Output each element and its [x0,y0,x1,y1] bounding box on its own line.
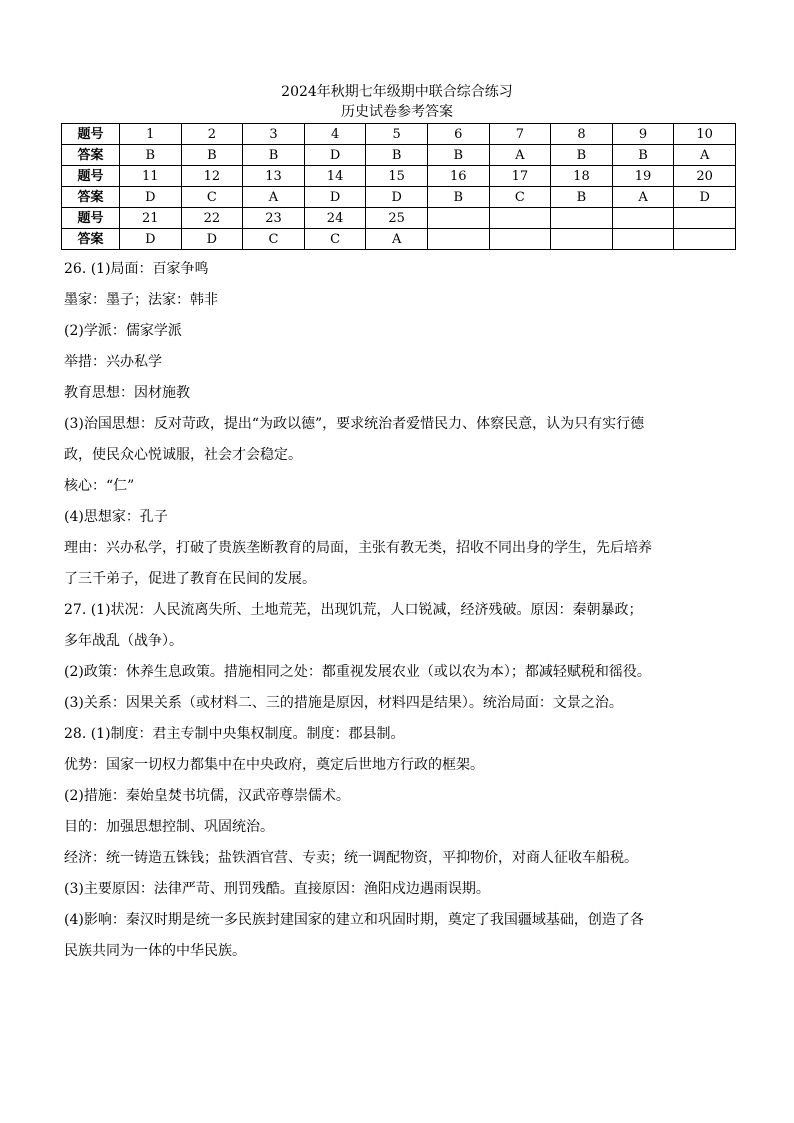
answer-letter-cell: B [427,187,489,208]
question-number-cell: 2 [181,124,243,145]
question-number-cell: 24 [304,208,366,229]
question-number-cell: 13 [243,166,305,187]
answer-letter-cell: B [366,145,428,166]
answer-line: (4)影响：秦汉时期是统一多民族封建国家的建立和巩固时期，奠定了我国疆域基础，创造了各 [64,912,644,928]
answer-letter-cell [551,229,613,250]
question-number-cell: 23 [243,208,305,229]
answer-line: 核心：“仁” [64,478,135,494]
answer-letter-cell: B [243,145,305,166]
question-number-cell: 12 [181,166,243,187]
answer-letter-cell [489,229,551,250]
answer-line: 28. (1)制度：君主专制中央集权制度。制度：郡县制。 [64,726,405,742]
row-label-question: 题号 [62,208,120,229]
answer-letter-cell: C [304,229,366,250]
question-number-cell: 6 [427,124,489,145]
row-label-answer: 答案 [62,229,120,250]
answer-line: 目的：加强思想控制、巩固统治。 [64,819,274,835]
question-number-cell [427,208,489,229]
answer-letter-cell: D [304,145,366,166]
question-number-cell: 15 [366,166,428,187]
answer-letter-cell: D [674,187,736,208]
question-number-cell: 4 [304,124,366,145]
question-number-cell: 3 [243,124,305,145]
answer-letter-cell: B [551,187,613,208]
answer-letter-cell: B [427,145,489,166]
row-label-question: 题号 [62,124,120,145]
question-number-cell: 5 [366,124,428,145]
question-number-cell: 20 [674,166,736,187]
question-number-cell: 8 [551,124,613,145]
answer-line: (2)措施：秦始皇焚书坑儒，汉武帝尊崇儒术。 [64,788,350,804]
answer-letter-cell: B [612,145,674,166]
question-number-cell: 9 [612,124,674,145]
question-number-cell: 19 [612,166,674,187]
question-number-cell: 10 [674,124,736,145]
row-label-question: 题号 [62,166,120,187]
answer-letter-cell: D [120,187,182,208]
answer-row [62,145,736,166]
question-number-cell: 21 [120,208,182,229]
answer-line: (3)关系：因果关系（或材料二、三的措施是原因，材料四是结果）。统治局面：文景之治。 [64,695,623,711]
answer-line: 举措：兴办私学 [64,354,162,370]
question-number-cell: 7 [489,124,551,145]
answer-letter-cell [427,229,489,250]
answer-letter-cell: B [551,145,613,166]
question-number-row [62,166,736,187]
document-title: 2024年秋期七年级期中联合综合练习 [281,84,513,100]
question-number-cell [489,208,551,229]
answer-letter-cell: B [120,145,182,166]
question-number-cell [551,208,613,229]
answer-letter-cell: C [243,229,305,250]
answer-letter-cell: D [181,229,243,250]
answer-letter-cell: D [120,229,182,250]
answer-letter-cell [674,229,736,250]
answer-line: 墨家：墨子；法家：韩非 [64,292,218,308]
answer-line: (3)主要原因：法律严苛、刑罚残酷。直接原因：渔阳戍边遇雨误期。 [64,881,490,897]
answer-line: 26. (1)局面：百家争鸣 [64,261,209,277]
answer-line: (2)政策：休养生息政策。措施相同之处：都重视发展农业（或以农为本）；都减轻赋税和徭役。 [64,664,651,680]
answer-line: 了三千弟子，促进了教育在民间的发展。 [64,571,316,587]
answer-letter-cell: A [674,145,736,166]
answer-letter-cell: A [612,187,674,208]
answer-line: 政，使民众心悦诚服，社会才会稳定。 [64,447,302,463]
answer-explanations [64,254,734,967]
row-label-answer: 答案 [62,187,120,208]
answer-line: (3)治国思想：反对苛政，提出“为政以德”，要求统治者爱惜民力、体察民意，认为只有实行德 [64,416,645,432]
question-number-cell: 16 [427,166,489,187]
answer-letter-cell: D [366,187,428,208]
question-number-cell: 22 [181,208,243,229]
answer-letter-cell: D [304,187,366,208]
row-label-answer: 答案 [62,145,120,166]
question-number-cell: 1 [120,124,182,145]
answer-row [62,229,736,250]
answer-letter-cell: A [366,229,428,250]
answer-line: 经济：统一铸造五铢钱；盐铁酒官营、专卖；统一调配物资，平抑物价，对商人征收车船税。 [64,850,638,866]
answer-letter-cell: A [243,187,305,208]
question-number-cell [674,208,736,229]
answer-line: (4)思想家：孔子 [64,509,168,525]
answer-line: (2)学派：儒家学派 [64,323,182,339]
question-number-cell: 17 [489,166,551,187]
question-number-cell: 25 [366,208,428,229]
answer-letter-cell: C [489,187,551,208]
answer-line: 多年战乱（战争）。 [64,633,183,649]
answer-key-table [61,123,736,250]
answer-row [62,187,736,208]
answer-line: 优势：国家一切权力都集中在中央政府，奠定后世地方行政的框架。 [64,757,484,773]
answer-letter-cell [612,229,674,250]
answer-line: 民族共同为一体的中华民族。 [64,943,246,959]
question-number-cell: 14 [304,166,366,187]
answer-line: 教育思想：因材施教 [64,385,190,401]
question-number-cell: 11 [120,166,182,187]
question-number-cell: 18 [551,166,613,187]
question-number-cell [612,208,674,229]
answer-letter-cell: B [181,145,243,166]
answer-line: 理由：兴办私学，打破了贵族垄断教育的局面，主张有教无类，招收不同出身的学生，先后培养 [64,540,652,556]
answer-letter-cell: C [181,187,243,208]
document-subtitle: 历史试卷参考答案 [341,104,453,120]
answer-line: 27. (1)状况：人民流离失所、土地荒芜，出现饥荒，人口锐减，经济残破。原因：秦朝暴政； [64,602,643,618]
answer-letter-cell: A [489,145,551,166]
question-number-row [62,124,736,145]
question-number-row [62,208,736,229]
